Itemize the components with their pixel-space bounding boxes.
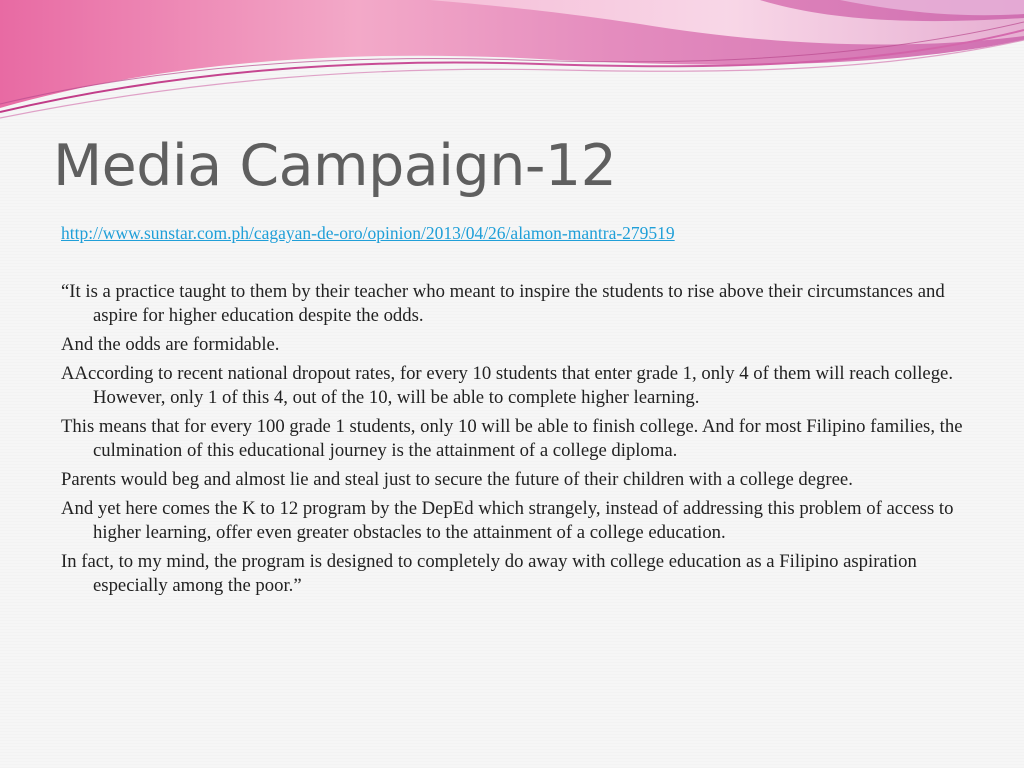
- slide-title: Media Campaign-12: [53, 133, 617, 199]
- paragraph: This means that for every 100 grade 1 students, only 10 will be able to finish college. And for most Filipino families, the culmination of this educational journey is the attainment of a college diploma.: [61, 416, 963, 461]
- body-paragraph-list: [61, 280, 971, 603]
- paragraph: And the odds are formidable.: [61, 334, 280, 355]
- paragraph: And yet here comes the K to 12 program by the DepEd which strangely, instead of addressing this problem of access to higher learning, offer even greater obstacles to the attainment of a college education.: [61, 498, 954, 543]
- decorative-header-wave: [0, 0, 1024, 130]
- paragraph: In fact, to my mind, the program is designed to completely do away with college education as a Filipino aspiration especially among the poor.”: [61, 551, 917, 596]
- paragraph: “It is a practice taught to them by their teacher who meant to inspire the students to rise above their circumstances and aspire for higher education despite the odds.: [61, 281, 945, 326]
- paragraph: Parents would beg and almost lie and steal just to secure the future of their children with a college degree.: [61, 469, 853, 490]
- source-link[interactable]: http://www.sunstar.com.ph/cagayan-de-oro/opinion/2013/04/26/alamon-mantra-279519: [61, 223, 675, 243]
- paragraph: AAccording to recent national dropout rates, for every 10 students that enter grade 1, only 4 of them will reach college. However, only 1 of this 4, out of the 10, will be able to complete higher learning.: [61, 363, 954, 408]
